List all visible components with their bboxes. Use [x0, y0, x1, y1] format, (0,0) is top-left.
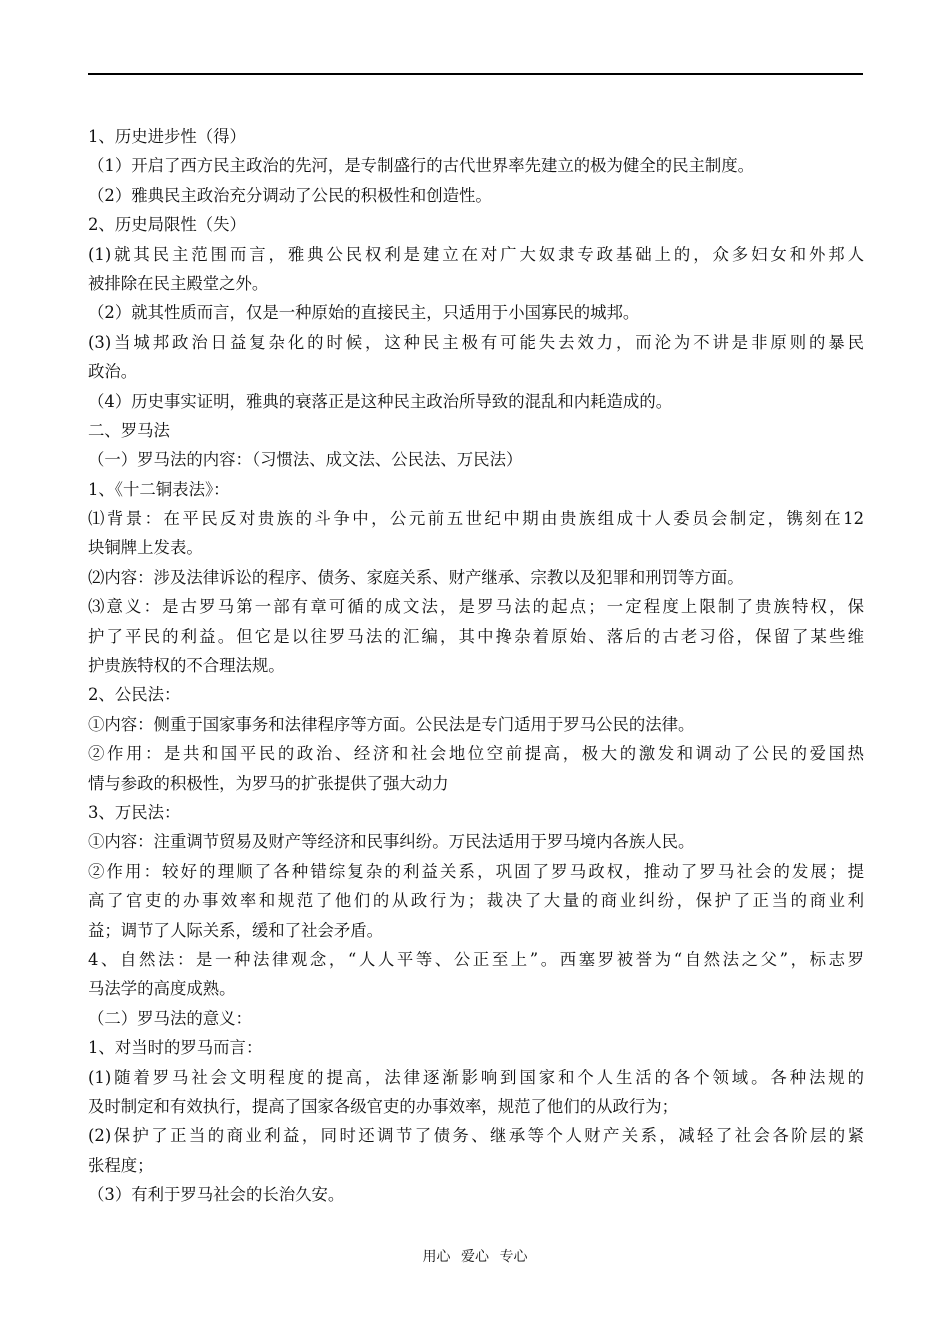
- paragraph-line: (2)保护了正当的商业利益，同时还调节了债务、继承等个人财产关系，减轻了社会各阶层的紧: [88, 1126, 864, 1146]
- paragraph-line: 张程度；: [88, 1155, 154, 1175]
- paragraph-line: （3）有利于罗马社会的长治久安。: [88, 1185, 345, 1205]
- heading-for-rome: 1、对当时的罗马而言：: [88, 1038, 263, 1058]
- paragraph-line: （2）就其性质而言，仅是一种原始的直接民主，只适用于小国寡民的城邦。: [88, 303, 640, 323]
- heading-limitations: 2、历史局限性（失）: [88, 215, 246, 235]
- heading-progressiveness: 1、历史进步性（得）: [88, 127, 246, 146]
- paragraph-line: 益；调节了人际关系，缓和了社会矛盾。: [88, 920, 384, 940]
- paragraph-line: 及时制定和有效执行，提高了国家各级官吏的办事效率，规范了他们的从政行为；: [88, 1096, 679, 1116]
- paragraph-line: 4、自然法：是一种法律观念，“人人平等、公正至上”。西塞罗被誉为“自然法之父”，标志罗: [88, 949, 864, 969]
- paragraph-line: 被排除在民主殿堂之外。: [88, 273, 269, 293]
- paragraph-line: 块铜牌上发表。: [88, 538, 203, 558]
- paragraph-line: 护了平民的利益。但它是以往罗马法的汇编，其中搀杂着原始、落后的古老习俗，保留了某些维: [88, 626, 864, 646]
- paragraph-line: ②作用：较好的理顺了各种错综复杂的利益关系，巩固了罗马政权，推动了罗马社会的发展；提: [88, 861, 864, 881]
- document-body: [88, 122, 864, 1209]
- paragraph-line: (3)当城邦政治日益复杂化的时候，这种民主极有可能失去效力，而沦为不讲是非原则的暴民: [88, 332, 864, 352]
- paragraph-line: ⑴背景：在平民反对贵族的斗争中，公元前五世纪中期由贵族组成十人委员会制定，镌刻在12: [88, 509, 864, 529]
- heading-law-of-nations: 3、万民法：: [88, 802, 181, 822]
- page-footer: 用心 爱心 专心: [422, 1249, 528, 1265]
- section-heading-roman-law: 二、罗马法: [88, 420, 170, 440]
- paragraph-line: （4）历史事实证明，雅典的衰落正是这种民主政治所导致的混乱和内耗造成的。: [88, 391, 673, 411]
- paragraph-line: 情与参政的积极性，为罗马的扩张提供了强大动力: [88, 773, 449, 793]
- heading-civil-law: 2、公民法：: [88, 685, 181, 705]
- paragraph-line: (1)就其民主范围而言，雅典公民权利是建立在对广大奴隶专政基础上的，众多妇女和外邦人: [88, 244, 864, 264]
- paragraph-line: (1)随着罗马社会文明程度的提高，法律逐渐影响到国家和个人生活的各个领域。各种法规的: [88, 1067, 864, 1087]
- paragraph-line: ⑵内容：涉及法律诉讼的程序、债务、家庭关系、财产继承、宗教以及犯罪和刑罚等方面。: [88, 567, 744, 587]
- paragraph-line: （1）开启了西方民主政治的先河，是专制盛行的古代世界率先建立的极为健全的民主制度。: [88, 156, 755, 176]
- paragraph-line: ①内容：侧重于国家事务和法律程序等方面。公民法是专门适用于罗马公民的法律。: [88, 714, 695, 734]
- header-rule: [88, 73, 863, 75]
- paragraph-line: 高了官吏的办事效率和规范了他们的从政行为；裁决了大量的商业纠纷，保护了正当的商业利: [88, 891, 864, 911]
- paragraph-line: 马法学的高度成熟。: [88, 979, 236, 999]
- paragraph-line: （2）雅典民主政治充分调动了公民的积极性和创造性。: [88, 185, 492, 205]
- paragraph-line: ①内容：注重调节贸易及财产等经济和民事纠纷。万民法适用于罗马境内各族人民。: [88, 832, 695, 852]
- paragraph-line: ⑶意义：是古罗马第一部有章可循的成文法，是罗马法的起点；一定程度上限制了贵族特权，保: [88, 597, 864, 617]
- subsection-heading-content: （一）罗马法的内容：（习惯法、成文法、公民法、万民法）: [88, 450, 523, 470]
- heading-twelve-tables: 1、《十二铜表法》：: [88, 479, 230, 499]
- paragraph-line: 政治。: [88, 362, 138, 382]
- subsection-heading-significance: （二）罗马法的意义：: [88, 1008, 252, 1028]
- paragraph-line: ②作用：是共和国平民的政治、经济和社会地位空前提高，极大的激发和调动了公民的爱国热: [88, 744, 864, 764]
- paragraph-line: 护贵族特权的不合理法规。: [88, 656, 285, 676]
